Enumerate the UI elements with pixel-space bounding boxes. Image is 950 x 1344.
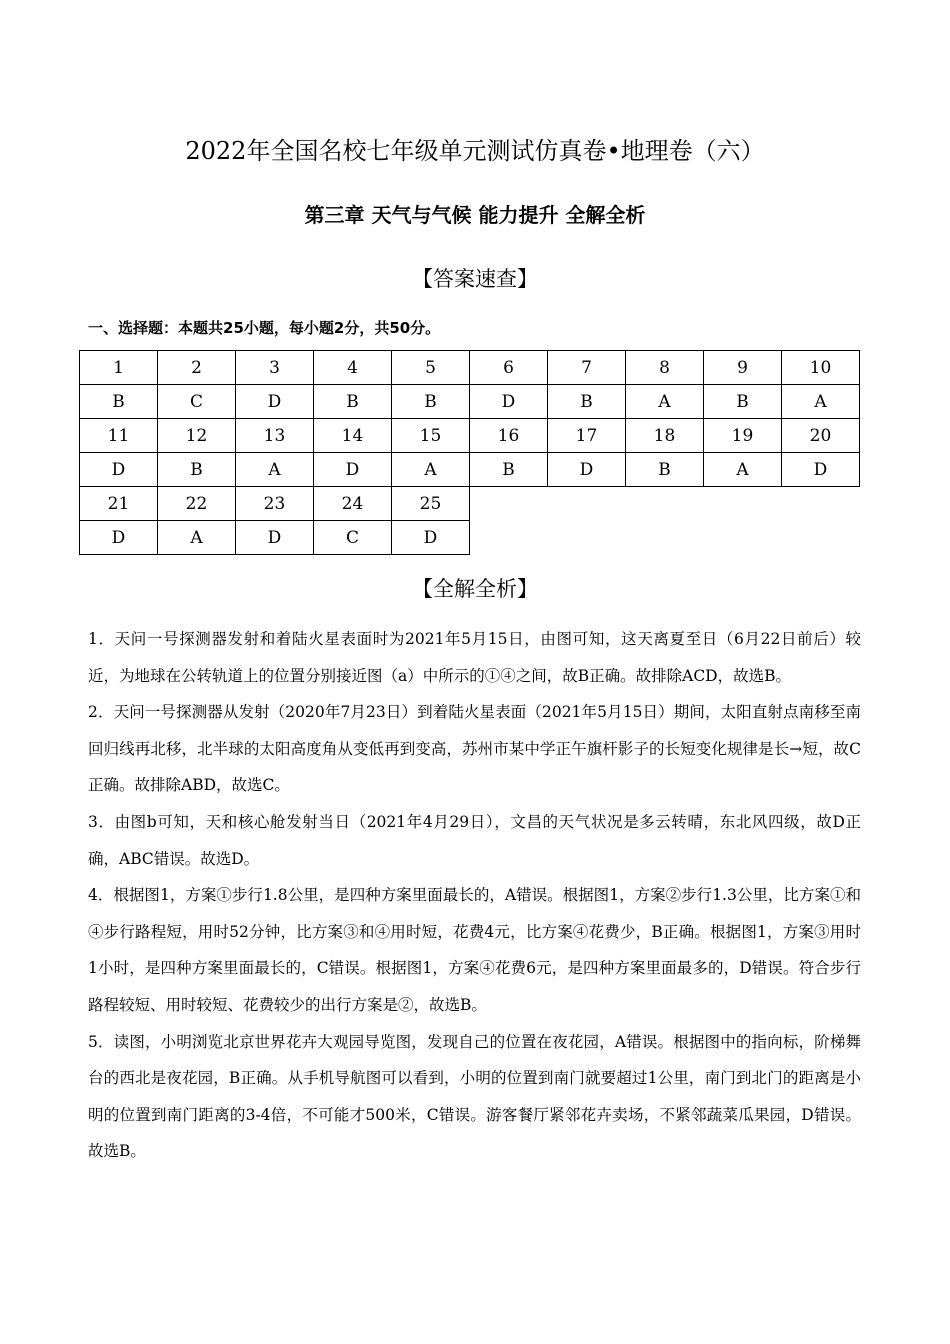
question-number-cell: 6 [470, 351, 548, 385]
question-number-cell: 12 [158, 419, 236, 453]
question-number-cell: 3 [236, 351, 314, 385]
answer-cell: A [704, 453, 782, 487]
question-number-cell: 10 [782, 351, 860, 385]
answer-cell: A [158, 521, 236, 555]
answer-cell: D [392, 521, 470, 555]
question-number-cell: 11 [80, 419, 158, 453]
answer-cell: D [236, 521, 314, 555]
answer-table [79, 350, 860, 555]
question-number-cell: 24 [314, 487, 392, 521]
analysis-item-1: 1．天问一号探测器发射和着陆火星表面时为2021年5月15日，由图可知，这天离夏至日（6月22日前后）较近，为地球在公转轨道上的位置分别接近图（a）中所示的①④之间，故B正确。故排除ACD，故选B。 [88, 630, 861, 685]
question-number-cell: 1 [80, 351, 158, 385]
question-number-cell: 14 [314, 419, 392, 453]
empty-cell [782, 521, 860, 555]
answer-cell: D [470, 385, 548, 419]
answer-letter-row [80, 385, 860, 419]
page-subtitle: 第三章 天气与气候 能力提升 全解全析 [304, 203, 646, 227]
answer-cell: A [236, 453, 314, 487]
question-number-cell: 16 [470, 419, 548, 453]
question-number-cell: 8 [626, 351, 704, 385]
answer-cell: D [236, 385, 314, 419]
question-number-cell: 20 [782, 419, 860, 453]
answer-cell: A [626, 385, 704, 419]
answer-cell: C [158, 385, 236, 419]
question-number-cell: 23 [236, 487, 314, 521]
answer-cell: A [392, 453, 470, 487]
empty-cell [704, 521, 782, 555]
answer-cell: B [314, 385, 392, 419]
question-number-cell: 18 [626, 419, 704, 453]
question-number-cell: 4 [314, 351, 392, 385]
answer-cell: A [782, 385, 860, 419]
answer-number-row [80, 487, 860, 521]
answer-cell: B [158, 453, 236, 487]
answer-cell: B [548, 385, 626, 419]
answer-cell: B [626, 453, 704, 487]
analysis-item-2: 2．天问一号探测器从发射（2020年7月23日）到着陆火星表面（2021年5月15日）期间，太阳直射点南移至南回归线再北移，北半球的太阳高度角从变低再到变高，苏州市某中学正午旗杆影子的长短变化规律是长→短，故C正确。故排除ABD，故选C。 [88, 703, 861, 795]
answer-cell: D [314, 453, 392, 487]
question-number-cell: 15 [392, 419, 470, 453]
analysis-body [88, 621, 861, 1170]
empty-cell [548, 521, 626, 555]
empty-cell [626, 487, 704, 521]
question-number-cell: 21 [80, 487, 158, 521]
question-number-cell: 19 [704, 419, 782, 453]
answer-cell: B [704, 385, 782, 419]
question-number-cell: 9 [704, 351, 782, 385]
empty-cell [704, 487, 782, 521]
answer-cell: B [80, 385, 158, 419]
page-title: 2022年全国名校七年级单元测试仿真卷•地理卷（六） [185, 137, 765, 165]
question-number-cell: 17 [548, 419, 626, 453]
empty-cell [782, 487, 860, 521]
answer-cell: C [314, 521, 392, 555]
answer-number-row [80, 419, 860, 453]
empty-cell [626, 521, 704, 555]
answer-cell: D [548, 453, 626, 487]
answer-cell: B [392, 385, 470, 419]
answer-number-row [80, 351, 860, 385]
answer-letter-row [80, 453, 860, 487]
empty-cell [548, 487, 626, 521]
question-number-cell: 25 [392, 487, 470, 521]
question-number-cell: 13 [236, 419, 314, 453]
question-number-cell: 5 [392, 351, 470, 385]
empty-cell [470, 521, 548, 555]
question-number-cell: 7 [548, 351, 626, 385]
answer-cell: D [782, 453, 860, 487]
answer-letter-row [80, 521, 860, 555]
answer-cell: D [80, 453, 158, 487]
analysis-item-4: 4．根据图1，方案①步行1.8公里，是四种方案里面最长的，A错误。根据图1，方案②步行1.3公里，比方案①和④步行路程短，用时52分钟，比方案③和④用时短，花费4元，比方案④花费少，B正确。根据图1，方案③用时1小时，是四种方案里面最长的，C错误。根据图1，方案④花费6元，是四种方案里面最多的，D错误。符合步行路程较短、用时较短、花费较少的出行方案是②，故选B。 [88, 886, 861, 1014]
analysis-item-3: 3．由图b可知，天和核心舱发射当日（2021年4月29日），文昌的天气状况是多云转晴，东北风四级，故D正确，ABC错误。故选D。 [88, 812, 861, 868]
answer-cell: B [470, 453, 548, 487]
analysis-section-heading: 【全解全析】 [412, 577, 538, 601]
analysis-item-5: 5．读图，小明浏览北京世界花卉大观园导览图，发现自己的位置在夜花园，A错误。根据图中的指向标，阶梯舞台的西北是夜花园，B正确。从手机导航图可以看到，小明的位置到南门就要超过1公里，南门到北门的距离是小明的位置到南门距离的3-4倍，不可能才500米，C错误。游客餐厅紧邻花卉卖场，不紧邻蔬菜瓜果园，D错误。故选B。 [88, 1032, 861, 1161]
answer-section-heading: 【答案速查】 [412, 267, 538, 291]
question-number-cell: 2 [158, 351, 236, 385]
question-number-cell: 22 [158, 487, 236, 521]
question-heading: 一、选择题：本题共25小题，每小题2分，共50分。 [88, 319, 441, 337]
answer-cell: D [80, 521, 158, 555]
empty-cell [470, 487, 548, 521]
